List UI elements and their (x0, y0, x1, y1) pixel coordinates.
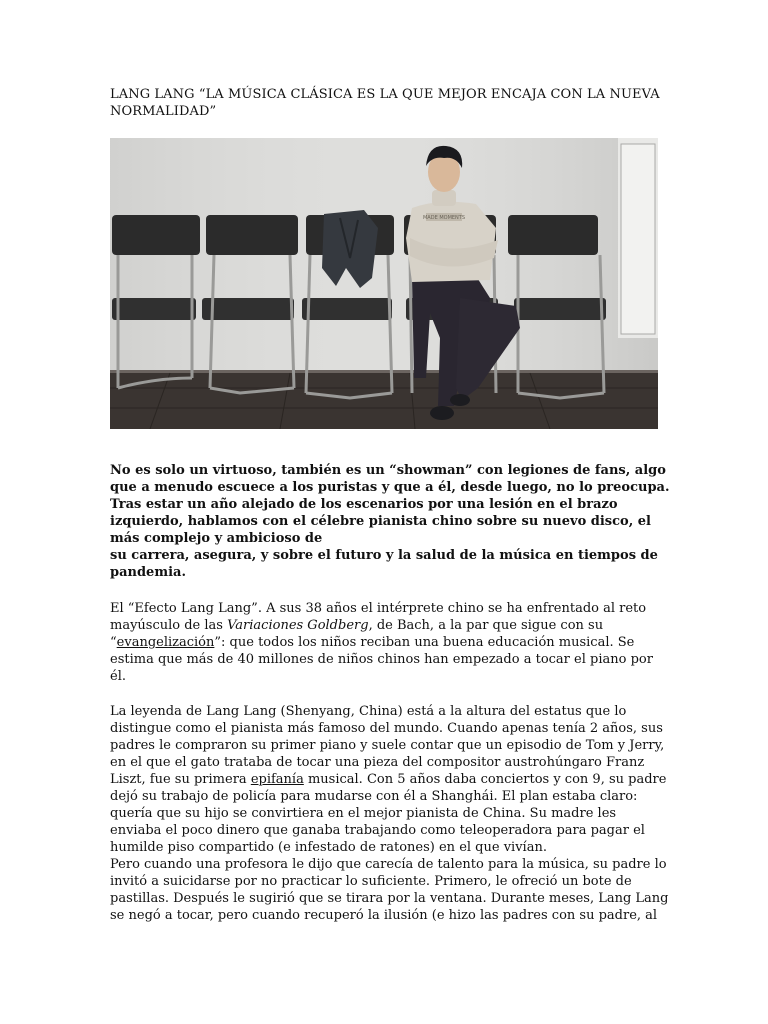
p1-italic-title: Variaciones Goldberg (227, 618, 369, 633)
body-paragraph-3: Pero cuando una profesora le dijo que carecía de talento para la música, su padre lo invitó a suicidarse por no practicar lo suficiente. Primero, le ofreció un bote de pastillas. Después le sugirió que se tirara por la ventana. Durante meses, Lang Lang se negó a tocar, pero cuando recuperó la ilusión (e hizo las padres con su padre, al (110, 857, 669, 923)
body-paragraph-2 (110, 703, 670, 924)
p2-text-b: musical. Con 5 años daba conciertos y con 9, su padre dejó su trabajo de policía para mudarse con él a Shanghái. El plan estaba claro: quería que su hijo se convirtiera en el mejor pianista de China. Su madre les enviaba el poco dinero que ganaba trabajando como teleoperadora para pagar el humilde piso compartido (e infestado de ratones) en el que vivían. (110, 772, 667, 855)
evangelizacion-link[interactable]: evangelización (116, 635, 215, 650)
p1-text-a: El “Efecto Lang Lang”. A sus 38 años el intérprete chino se ha enfrentado al reto mayúsculo de las (110, 601, 647, 633)
intro-paragraph-1: No es solo un virtuoso, también es un “showman” con legiones de fans, algo que a menudo escuece a los puristas y que a él, desde luego, no lo preocupa. Tras estar un año alejado de los escenarios por una lesión en el brazo izquierdo, hablamos con el célebre pianista chino sobre su nuevo disco, el más complejo y ambicioso de (110, 463, 670, 546)
intro-paragraph-2: su carrera, asegura, y sobre el futuro y la salud de la música en tiempos de pandemia. (110, 548, 658, 580)
sweater-print: MADE MOMENTS (422, 215, 466, 221)
p1-text-b: , de Bach, a la par que sigue con su “ (110, 618, 604, 650)
article-intro (110, 462, 670, 581)
body-paragraph-1 (110, 600, 670, 685)
photo-illustration (110, 138, 658, 429)
p1-text-c: ”: que todos los niños reciban una buena educación musical. Se estima que más de 40 millones de niños chinos han empezado a tocar el piano por él. (110, 635, 653, 684)
article-title: LANG LANG “LA MÚSICA CLÁSICA ES LA QUE MEJOR ENCAJA CON LA NUEVA NORMALIDAD” (110, 87, 660, 119)
p2-text-a: La leyenda de Lang Lang (Shenyang, China) está a la altura del estatus que lo distingue como el pianista más famoso del mundo. Cuando apenas tenía 2 años, sus padres le compraron su primer piano y suele contar que un episodio de Tom y Jerry, en el que el gato trataba de tocar una pieza del compositor austrohúngaro Franz Liszt, fue su primera (110, 704, 665, 787)
article-photo (110, 138, 658, 429)
epifania-link[interactable]: epifanía (250, 772, 304, 787)
